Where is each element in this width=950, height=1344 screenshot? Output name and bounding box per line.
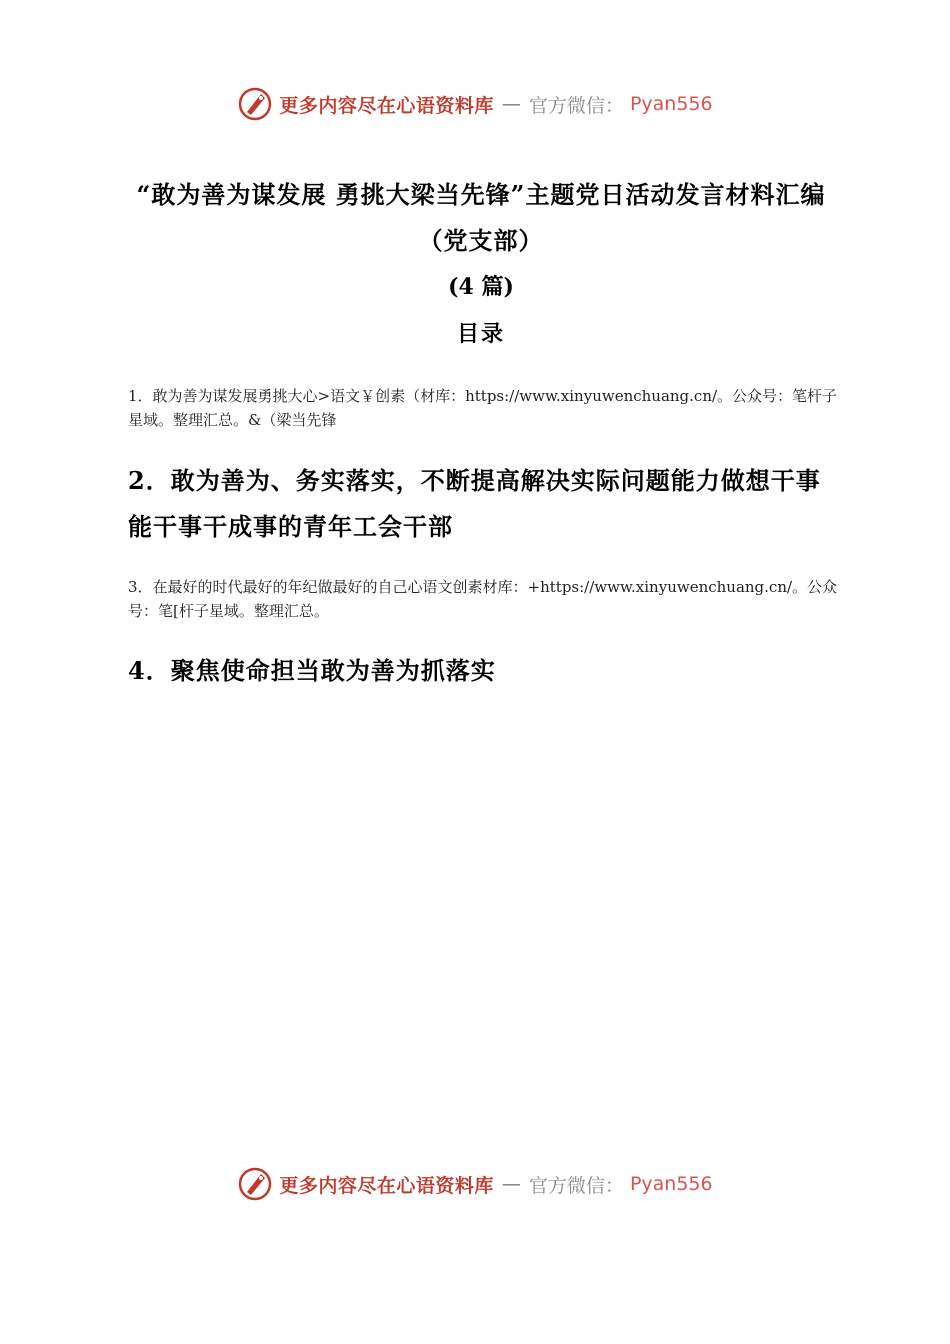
document-count: (4 篇) (448, 274, 514, 300)
toc-entry-1: 1．敢为善为谋发展勇挑大心>语文￥创素（材库：https://www.xinyuwenchuang.cn/。公众号：笔杆子星域。整理汇总。&（梁当先锋 (128, 387, 838, 429)
fountain-pen-logo-icon (237, 1166, 273, 1202)
watermark-text: 更多内容尽在心语资料库 (279, 1174, 494, 1197)
watermark-wechat-label: 官方微信： (528, 94, 624, 117)
toc-entry-2: 2．敢为善为、务实落实，不断提高解决实际问题能力做想干事能干事干成事的青年工会干部 (128, 466, 821, 541)
toc-entry-4: 4．聚焦使命担当敢为善为抓落实 (128, 656, 496, 685)
document-title: “敢为善为谋发展 勇挑大梁当先锋”主题党日活动发言材料汇编（党支部） (136, 180, 826, 255)
fountain-pen-logo-icon (237, 86, 273, 122)
watermark-dash: — (501, 1173, 521, 1195)
watermark-banner-bottom (0, 1162, 950, 1206)
watermark-wechat-label: 官方微信： (528, 1174, 624, 1197)
watermark-wechat-id: Pyan556 (629, 1173, 713, 1195)
watermark-banner-top (0, 82, 950, 126)
watermark-wechat-id: Pyan556 (629, 93, 713, 115)
document-header (128, 172, 834, 358)
toc-heading: 目录 (456, 321, 505, 347)
toc-entry-3: 3．在最好的时代最好的年纪做最好的自己心语文创素材库：+https://www.xinyuwenchuang.cn/。公众号：笔[杆子星域。整理汇总。 (128, 578, 838, 620)
watermark-text: 更多内容尽在心语资料库 (279, 94, 494, 117)
watermark-dash: — (501, 93, 521, 115)
